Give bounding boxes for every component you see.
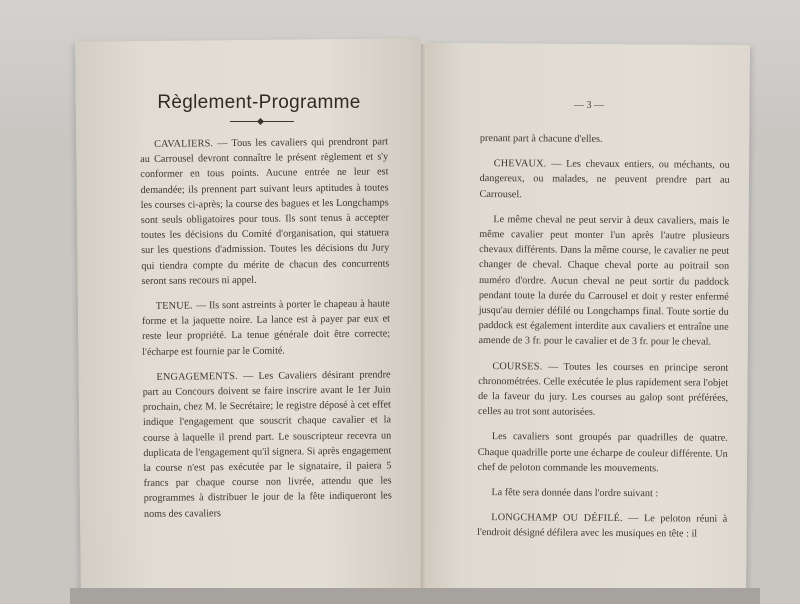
- text-courses: — Toutes les courses en principe seront chronométrées. Celle exécutée le plus rapidement sera l'objet de la faveur du jury. Les courses au galop sont préférées, celles au trot sont autorisées.: [478, 361, 729, 419]
- paragraph-ordre: [477, 485, 727, 502]
- paragraph-meme-cheval: [478, 212, 729, 351]
- text-longchamp: — Le peloton réuni à l'endroit désigné défilera avec les musiques en tête : il: [477, 513, 728, 540]
- paragraph-quadrilles: [478, 429, 728, 476]
- booklet-spine: [421, 44, 427, 592]
- text-ordre: La fête sera donnée dans l'ordre suivant :: [491, 487, 659, 500]
- text-engagements: — Les Cavaliers désirant prendre part au Concours doivent se faire inscrire avant le 1er Juin prochain, chez M. le Secrétaire; le registre déposé à cet effet indique l'engagement que souscrit chaque cavalier et la course à laquelle il prend part. Le souscripteur recevra un duplicata de l'engagement qu'il signera. Si après engagement la course n'est pas exécutée par le signataire, il paiera 5 francs par chaque course non livrée, attendu que les programmes à distribuer le jour de la fête indiqueront les noms des cavaliers: [142, 369, 392, 520]
- text-chevaux: — Les chevaux entiers, ou méchants, ou dangereux, ou malades, ne peuvent prendre part au Carrousel.: [479, 158, 730, 200]
- text-tenue: — Ils sont astreints à porter le chapeau à haute forme et la jaquette noire. La lance est à payer par eux et reste leur propriété. La tenue générale doit être correcte; l'écharpe est fournie par le Comité.: [141, 298, 391, 358]
- paragraph-chevaux: [480, 156, 730, 203]
- left-text-column: [140, 134, 392, 531]
- heading-tenue: TENUE.: [155, 300, 193, 312]
- table-shadow: [70, 588, 760, 604]
- paragraph-tenue: [142, 296, 391, 359]
- heading-longchamp: LONGCHAMP OU DÉFILÉ.: [491, 512, 623, 525]
- paragraph-cavaliers: [140, 134, 390, 289]
- text-meme-cheval: Le même cheval ne peut servir à deux cavaliers, mais le même cavalier peut monter l'un après l'autre plusieurs chevaux différents. Dans la même course, le cavalier ne peut changer de cheval. Chaque cheval porte au poitrail son numéro d'ordre. Aucun cheval ne peut sortir du paddock pendant toute la durée du Carrousel et doit y rester enfermé jusqu'au dernier défilé ou Longchamps final. Toute sortie du paddock est également interdite aux cavaliers et entraîne une amende de 3 fr. pour le cavalier et de 3 fr. pour le cheval.: [478, 213, 730, 349]
- text-cavaliers: — Tous les cavaliers qui prendront part au Carrousel devront connaître le présent règlement et s'y conformer en tous points. Aucune entrée ne leur est demandée; ils prennent part suivant leurs aptitudes à toutes les courses ci-après; la course des bagues et les Longchamps sont seuls obligatoires pour tous. Ils sont tenus à accepter toutes les décisions du Comité d'organisation, qui statuera sur les questions d'admission. Toutes les décisions du Jury qui tiendra compte du mérite de chacun des concurrents seront sans recours ni appel.: [140, 136, 390, 287]
- heading-engagements: ENGAGEMENTS.: [156, 370, 238, 383]
- heading-chevaux: CHEVAUX.: [493, 158, 547, 170]
- heading-courses: COURSES.: [492, 360, 543, 373]
- paragraph-engagements: [142, 367, 392, 522]
- page-number: — 3 —: [574, 100, 604, 111]
- text-continuation: prenant part à chacune d'elles.: [479, 132, 603, 145]
- paragraph-courses: [478, 359, 728, 422]
- heading-cavaliers: CAVALIERS.: [154, 138, 214, 150]
- paragraph-continuation: [480, 131, 730, 148]
- paragraph-longchamp: [477, 510, 727, 542]
- page-title: Règlement-Programme: [157, 92, 361, 113]
- right-text-column: [477, 131, 730, 552]
- text-quadrilles: Les cavaliers sont groupés par quadrilles de quatre. Chaque quadrille porte une écharpe de couleur différente. Un chef de peloton commande les mouvements.: [477, 431, 728, 475]
